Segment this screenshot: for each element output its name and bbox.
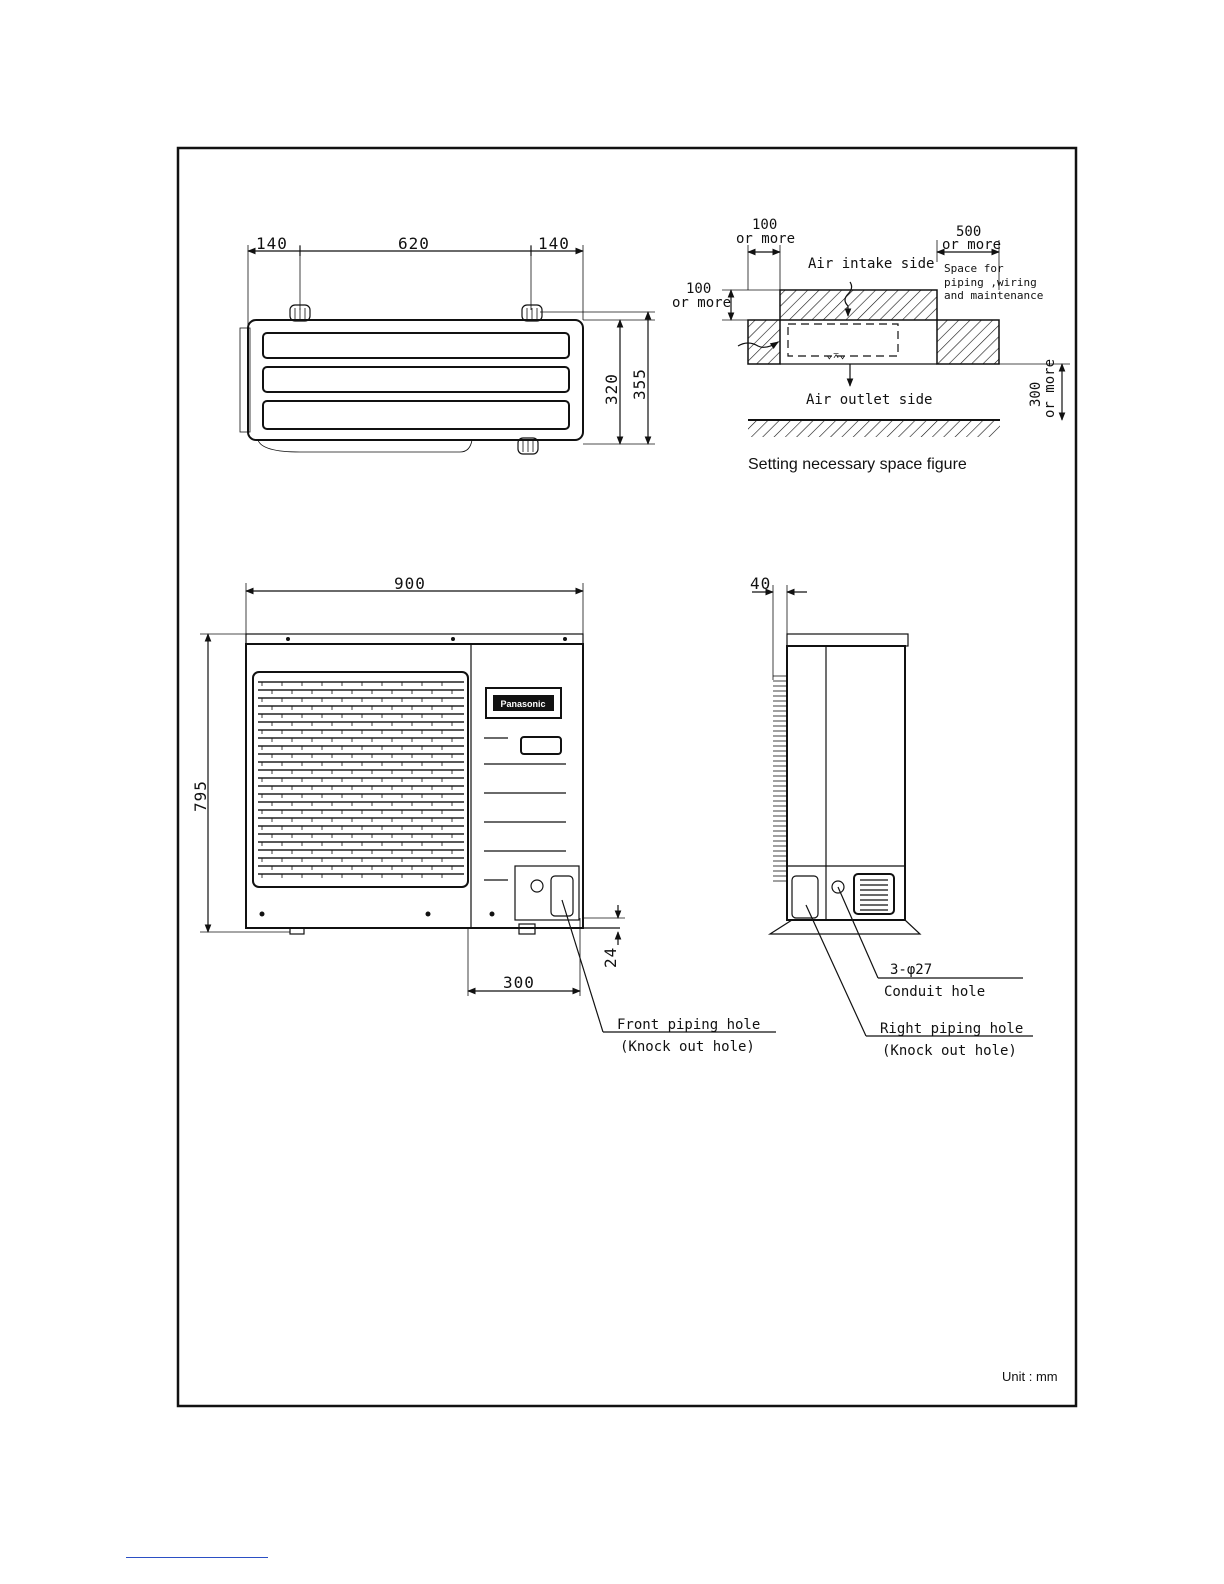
svg-text:⌄⌅⌄: ⌄⌅⌄ bbox=[826, 348, 846, 361]
side-grille-fins bbox=[773, 676, 787, 881]
dim-top-middle: 620 bbox=[398, 234, 430, 253]
dim-depth-outer: 355 bbox=[630, 368, 649, 400]
obstacle-hatch bbox=[748, 420, 1000, 437]
front-piping-hole bbox=[551, 876, 573, 916]
front-cabinet-top bbox=[246, 634, 583, 644]
top-view bbox=[240, 234, 655, 454]
left-wall-clearance bbox=[748, 320, 780, 364]
fan-grille-bars bbox=[258, 682, 464, 878]
dim-service-clearance: 500 bbox=[956, 224, 982, 240]
panasonic-logo: Panasonic bbox=[500, 699, 546, 709]
dim-back-clearance-suffix: or more bbox=[672, 295, 732, 311]
dim-depth-inner: 320 bbox=[602, 373, 621, 405]
front-panel-window bbox=[521, 737, 561, 754]
unit-note: Unit : mm bbox=[1002, 1369, 1058, 1384]
dim-front-clearance: 300 bbox=[1028, 381, 1044, 407]
air-outlet-label: Air outlet side bbox=[806, 392, 933, 408]
dim-side-clearance: 100 bbox=[752, 217, 778, 233]
back-wall-clearance bbox=[780, 290, 937, 320]
service-note-line3: and maintenance bbox=[944, 289, 1044, 302]
conduit-count: 3-φ27 bbox=[890, 962, 933, 978]
front-piping-sublabel: (Knock out hole) bbox=[620, 1039, 755, 1055]
side-vent-slats bbox=[860, 880, 888, 910]
front-conduit-hole bbox=[531, 880, 543, 892]
front-view bbox=[191, 574, 776, 1055]
front-piping-label: Front piping hole bbox=[617, 1017, 761, 1033]
dim-back-clearance: 100 bbox=[686, 281, 712, 297]
grille-bar bbox=[263, 401, 569, 429]
dim-top-right: 140 bbox=[538, 234, 570, 253]
fan-grille bbox=[253, 672, 468, 887]
dim-front-width: 900 bbox=[394, 574, 426, 593]
side-cabinet bbox=[787, 646, 905, 920]
front-piping-cover bbox=[515, 866, 579, 920]
service-clearance bbox=[937, 320, 999, 364]
right-piping-sublabel: (Knock out hole) bbox=[882, 1043, 1017, 1059]
dim-top-left: 140 bbox=[256, 234, 288, 253]
dim-side-clearance-suffix: or more bbox=[736, 231, 796, 247]
right-piping-label: Right piping hole bbox=[880, 1021, 1024, 1037]
footer-rule bbox=[126, 1557, 268, 1558]
dim-service-clearance-suffix: or more bbox=[942, 237, 1002, 253]
top-view-body bbox=[248, 320, 583, 440]
conduit-label: Conduit hole bbox=[884, 984, 986, 1000]
grille-bar bbox=[263, 333, 569, 358]
side-base bbox=[770, 920, 920, 934]
service-note-line2: piping ,wiring bbox=[944, 276, 1037, 289]
side-view bbox=[750, 574, 1033, 1059]
dim-front-clearance-suffix: or more bbox=[1042, 358, 1058, 418]
right-piping-hole bbox=[792, 876, 818, 918]
dim-front-height: 795 bbox=[191, 780, 210, 812]
service-note-line1: Space for bbox=[944, 262, 1004, 275]
side-cabinet-top bbox=[787, 634, 908, 646]
air-intake-label: Air intake side bbox=[808, 256, 935, 272]
dim-grille-depth: 40 bbox=[750, 574, 772, 593]
space-figure-caption: Setting necessary space figure bbox=[748, 456, 967, 473]
dim-leg-height: 24 bbox=[601, 946, 620, 968]
grille-bar bbox=[263, 367, 569, 392]
space-figure bbox=[672, 217, 1070, 473]
dim-piping-offset: 300 bbox=[503, 973, 535, 992]
